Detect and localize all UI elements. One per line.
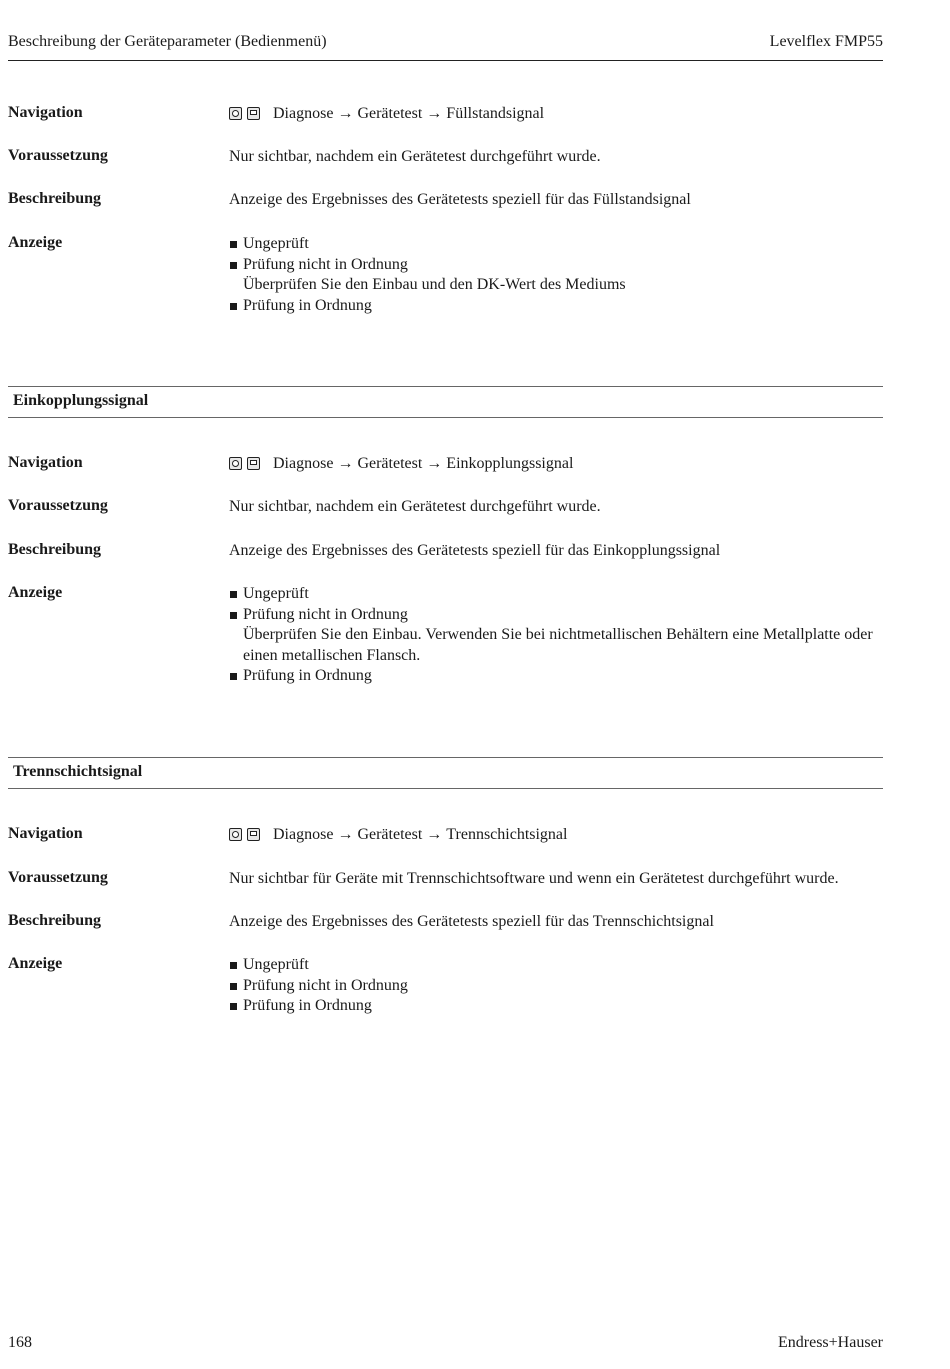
display-label: Anzeige bbox=[8, 955, 63, 972]
display-icon bbox=[247, 828, 260, 841]
option-note: Überprüfen Sie den Einbau und den DK-Wert des Mediums bbox=[243, 276, 626, 293]
arrow-right-icon: → bbox=[426, 826, 443, 843]
nav-step[interactable]: Diagnose bbox=[273, 826, 334, 843]
nav-step[interactable]: Gerätetest bbox=[357, 105, 423, 122]
list-item: Prüfung in Ordnung bbox=[229, 996, 884, 1017]
navigation-path bbox=[229, 454, 884, 477]
prerequisite-label: Voraussetzung bbox=[8, 147, 108, 164]
nav-step[interactable]: Diagnose bbox=[273, 105, 334, 122]
nav-step[interactable]: Diagnose bbox=[273, 455, 334, 472]
list-item: Ungeprüft bbox=[229, 955, 884, 976]
description-text: Anzeige des Ergebnisses des Gerätetests speziell für das Einkopplungssignal bbox=[229, 542, 721, 559]
arrow-right-icon: → bbox=[426, 105, 443, 122]
section-title bbox=[8, 386, 883, 418]
display-icon bbox=[247, 457, 260, 470]
section-heading: Trennschichtsignal bbox=[13, 763, 143, 780]
list-item: Prüfung in Ordnung bbox=[229, 666, 884, 687]
navigation-label: Navigation bbox=[8, 104, 83, 121]
display-options bbox=[229, 234, 884, 316]
navigation-label: Navigation bbox=[8, 454, 83, 471]
operating-menu-icon bbox=[229, 828, 242, 841]
option-note: Überprüfen Sie den Einbau. Verwenden Sie bei nichtmetallischen Behältern eine Metallplatte oder einen metallischen Flansch. bbox=[243, 626, 873, 664]
list-item: Prüfung in Ordnung bbox=[229, 296, 884, 317]
display-options bbox=[229, 955, 884, 1017]
display-label: Anzeige bbox=[8, 584, 63, 601]
description-label: Beschreibung bbox=[8, 912, 102, 929]
description-text: Anzeige des Ergebnisses des Gerätetests speziell für das Füllstandsignal bbox=[229, 191, 691, 208]
nav-step[interactable]: Gerätetest bbox=[357, 455, 423, 472]
nav-step[interactable]: Füllstandsignal bbox=[446, 105, 545, 122]
arrow-right-icon: → bbox=[337, 826, 354, 843]
section-heading: Einkopplungssignal bbox=[13, 392, 149, 409]
header-product: Levelflex FMP55 bbox=[769, 33, 883, 50]
list-item: Prüfung nicht in Ordnung Überprüfen Sie den Einbau und den DK-Wert des Mediums bbox=[229, 255, 884, 296]
brand-name: Endress+Hauser bbox=[778, 1334, 883, 1351]
description-text: Anzeige des Ergebnisses des Gerätetests speziell für das Trennschichtsignal bbox=[229, 913, 714, 930]
description-label: Beschreibung bbox=[8, 541, 102, 558]
display-icon bbox=[247, 107, 260, 120]
list-item: Prüfung nicht in Ordnung Überprüfen Sie den Einbau. Verwenden Sie bei nichtmetallischen Behältern eine Metallplatte oder einen metallischen Flansch. bbox=[229, 605, 884, 667]
prerequisite-text: Nur sichtbar, nachdem ein Gerätetest durchgeführt wurde. bbox=[229, 148, 601, 165]
list-item: Ungeprüft bbox=[229, 234, 884, 255]
nav-step[interactable]: Einkopplungssignal bbox=[446, 455, 574, 472]
display-options bbox=[229, 584, 884, 687]
navigation-path bbox=[229, 104, 884, 127]
nav-step[interactable]: Trennschichtsignal bbox=[446, 826, 568, 843]
arrow-right-icon: → bbox=[426, 455, 443, 472]
arrow-right-icon: → bbox=[337, 105, 354, 122]
navigation-path bbox=[229, 825, 884, 848]
page-number: 168 bbox=[8, 1334, 32, 1351]
display-label: Anzeige bbox=[8, 234, 63, 251]
list-item: Prüfung nicht in Ordnung bbox=[229, 976, 884, 997]
page-header bbox=[8, 30, 883, 61]
nav-step[interactable]: Gerätetest bbox=[357, 826, 423, 843]
header-title: Beschreibung der Geräteparameter (Bedienmenü) bbox=[8, 33, 327, 50]
prerequisite-text: Nur sichtbar, nachdem ein Gerätetest durchgeführt wurde. bbox=[229, 498, 601, 515]
description-label: Beschreibung bbox=[8, 190, 102, 207]
prerequisite-label: Voraussetzung bbox=[8, 497, 108, 514]
operating-menu-icon bbox=[229, 457, 242, 470]
navigation-label: Navigation bbox=[8, 825, 83, 842]
arrow-right-icon: → bbox=[337, 455, 354, 472]
section-title bbox=[8, 757, 883, 789]
list-item: Ungeprüft bbox=[229, 584, 884, 605]
operating-menu-icon bbox=[229, 107, 242, 120]
prerequisite-label: Voraussetzung bbox=[8, 869, 108, 886]
prerequisite-text: Nur sichtbar für Geräte mit Trennschichtsoftware und wenn ein Gerätetest durchgeführt wurde. bbox=[229, 870, 839, 887]
